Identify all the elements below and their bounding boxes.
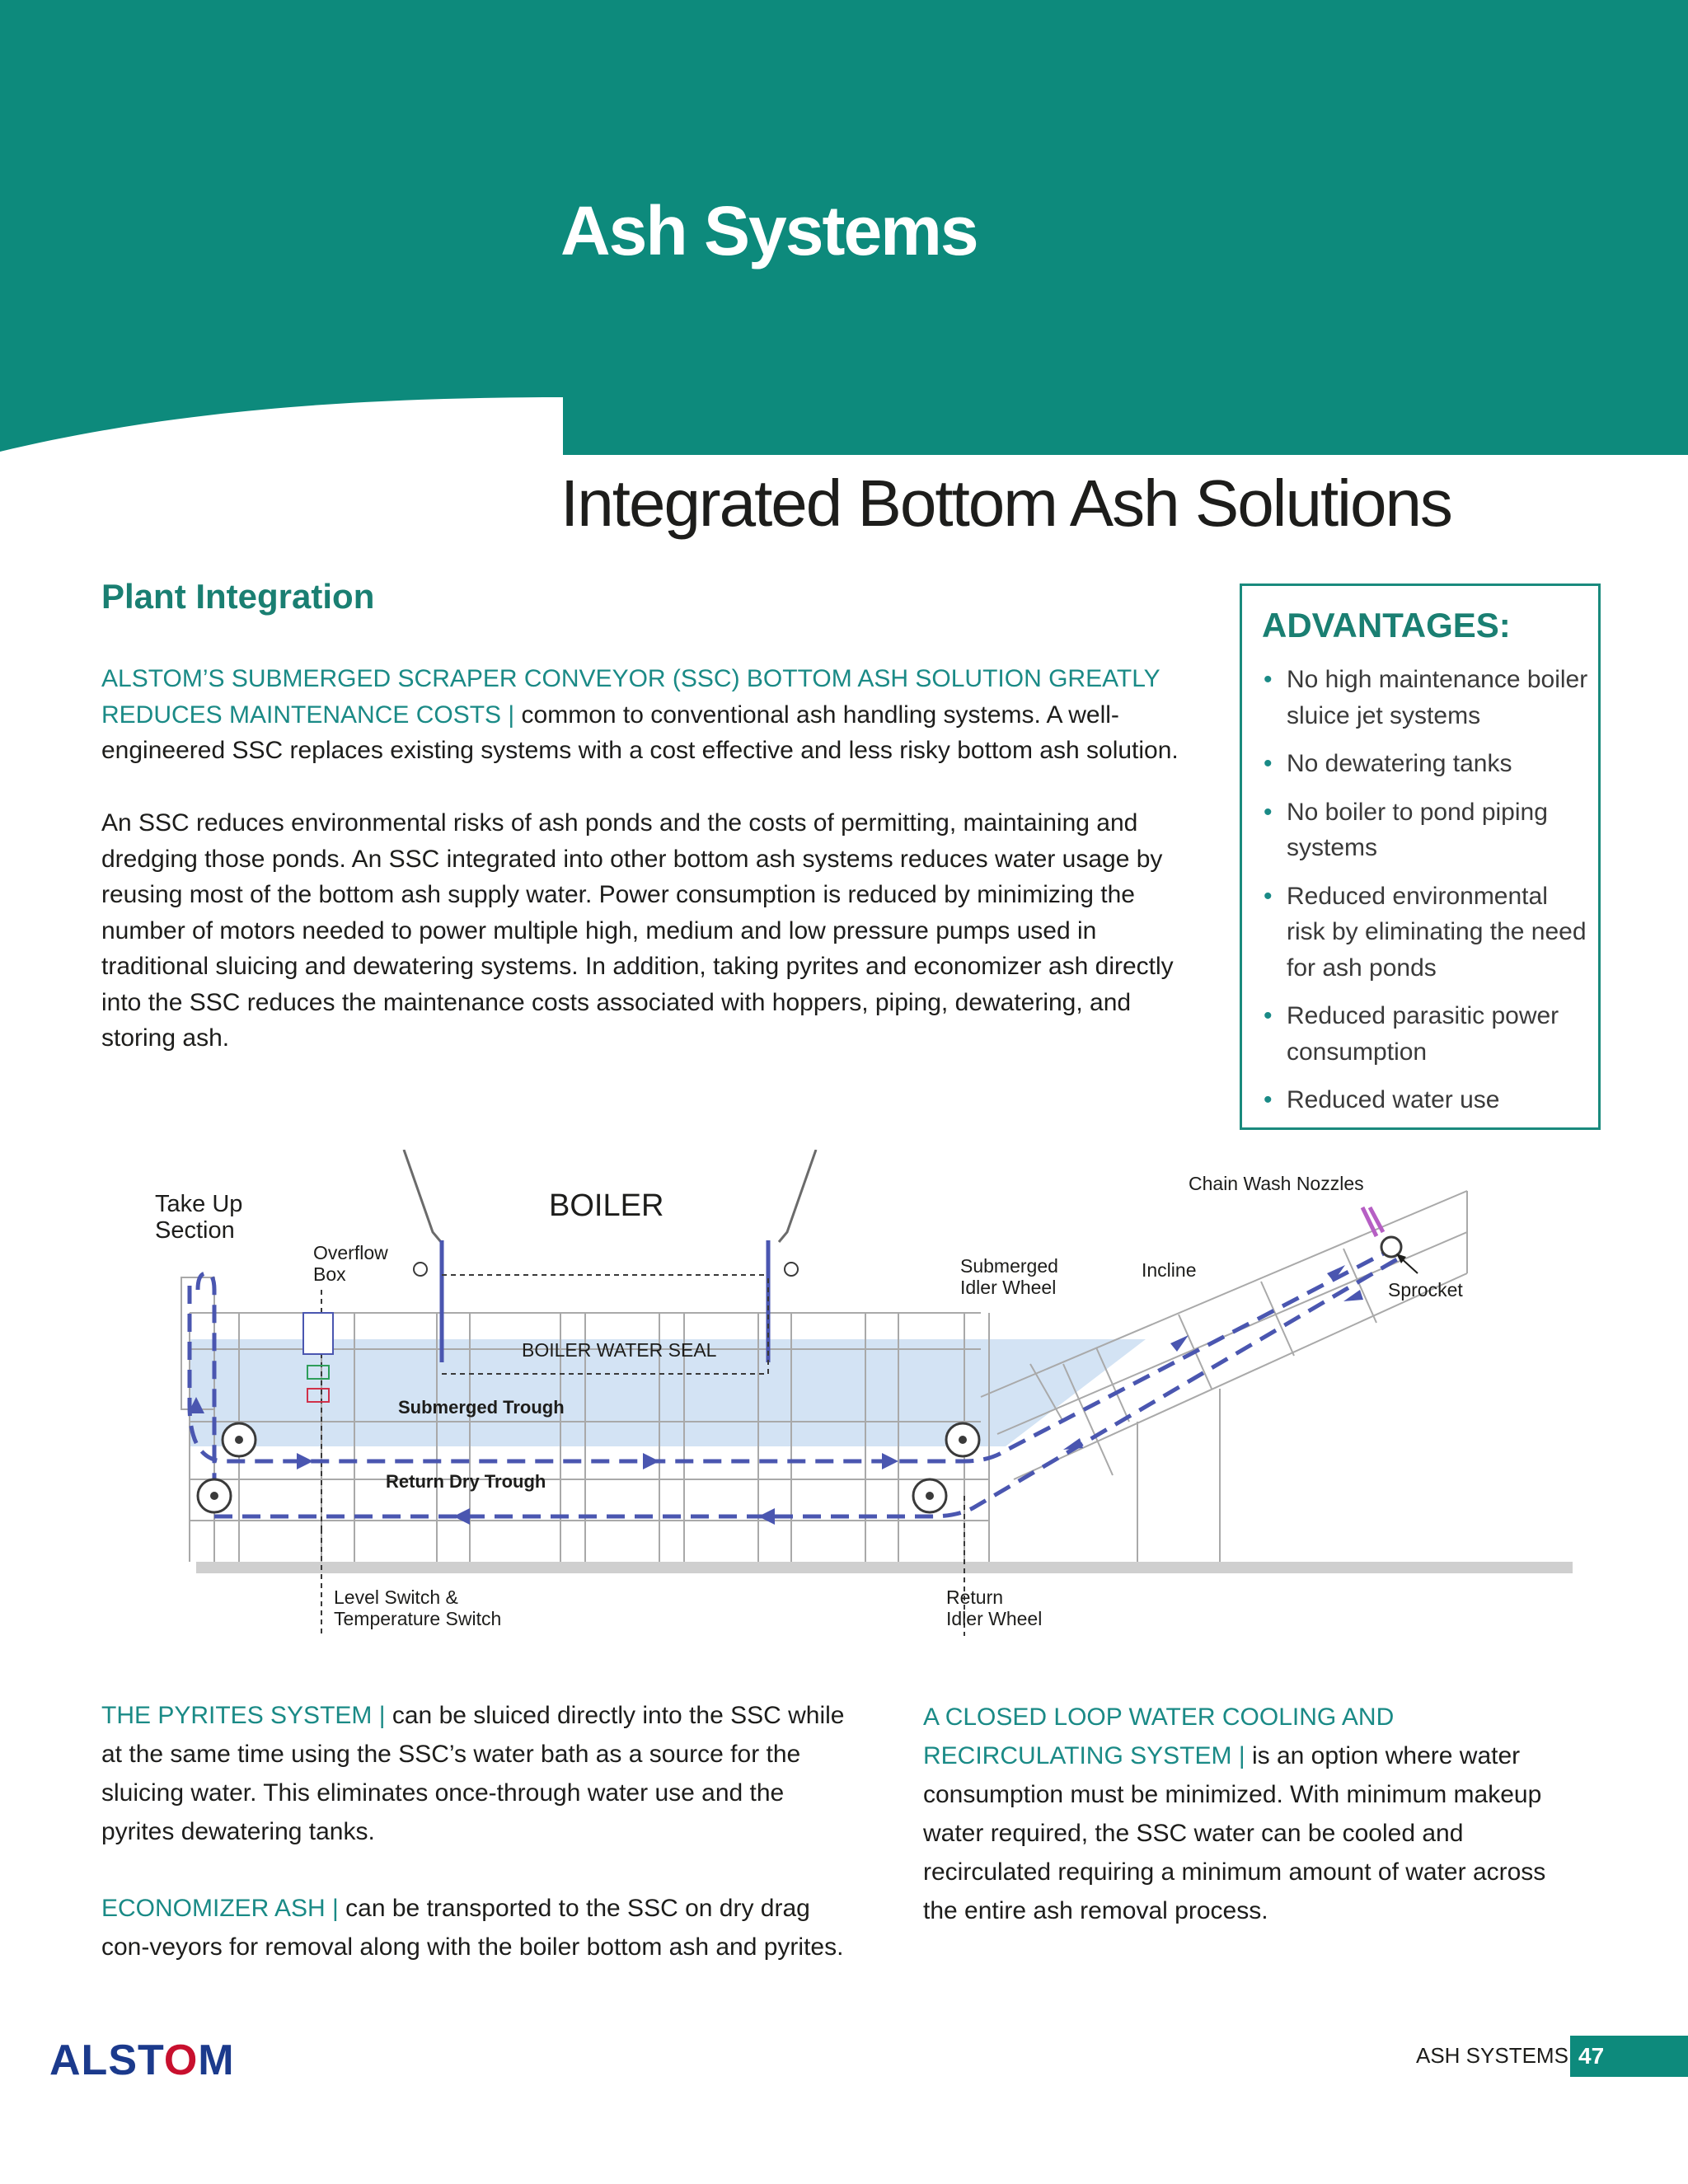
advantages-list: [1262, 662, 1592, 1131]
label-level-switch: Level Switch & Temperature Switch: [334, 1586, 502, 1629]
economizer-paragraph: [101, 1889, 860, 1966]
hub-3: [959, 1436, 967, 1444]
advantages-box: [1240, 583, 1601, 1130]
arrow-6: [453, 1508, 470, 1525]
advantages-title: ADVANTAGES:: [1262, 606, 1511, 644]
ground-line: [196, 1562, 1573, 1573]
label-boiler-water-seal: BOILER WATER SEAL: [522, 1339, 717, 1361]
arrow-1: [297, 1453, 313, 1469]
bullet-icon: •: [1264, 1002, 1273, 1029]
advantage-item: • Reduced environmental risk by eliminating the need for ash ponds: [1262, 879, 1592, 987]
label-boiler: BOILER: [549, 1188, 664, 1223]
arrow-9: [1343, 1290, 1363, 1301]
label-take-up-section: Take Up Section: [155, 1191, 243, 1244]
label-overflow-box: Overflow Box: [313, 1242, 388, 1285]
hub-1: [235, 1436, 243, 1444]
advantage-item: • No dewatering tanks: [1262, 746, 1592, 782]
bullet-icon: •: [1264, 798, 1273, 826]
pyrites-text: can be sluiced directly into the SSC while at the same time using the SSC’s water bath as a source for the sluicing water. This eliminates once-through water use and the pyrites dewatering tanks.: [101, 1702, 845, 1845]
hub-2: [210, 1492, 218, 1500]
plant-integration-heading: Plant Integration: [101, 577, 375, 616]
label-chain-wash-nozzles: Chain Wash Nozzles: [1189, 1173, 1364, 1194]
intro-lead: ALSTOM’S SUBMERGED SCRAPER CONVEYOR (SSC) BOTTOM ASH SOLUTION GREATLY REDUCES MAINTENANCE COSTS |: [101, 665, 1160, 729]
chain-wash-nozzle-icon: [1362, 1207, 1383, 1236]
label-submerged-trough: Submerged Trough: [398, 1397, 565, 1418]
ssc-diagram: [140, 1150, 1582, 1644]
bullet-icon: •: [1264, 882, 1273, 910]
label-return-idler-wheel: Return Idler Wheel: [946, 1586, 1043, 1629]
ssc-diagram-drawing: [140, 1150, 1582, 1644]
arrow-2: [643, 1453, 659, 1469]
intro-text: common to conventional ash handling systems. A well-engineered SSC replaces existing systems with a cost effective and less risky bottom ash solution.: [101, 701, 1179, 764]
arrow-8: [1063, 1438, 1083, 1450]
advantage-item: • No boiler to pond piping systems: [1262, 794, 1592, 866]
boiler-hinge-left: [414, 1263, 427, 1276]
footer-section-label: ASH SYSTEMS: [1416, 2043, 1568, 2068]
bullet-icon: •: [1264, 666, 1273, 693]
pyrites-paragraph: [101, 1696, 860, 1851]
section-title: Ash Systems: [560, 192, 978, 269]
pyrites-lead: THE PYRITES SYSTEM |: [101, 1702, 386, 1729]
page-number-box: [1570, 2036, 1688, 2077]
hub-4: [926, 1492, 934, 1500]
closed-loop-text: is an option where water consumption must be minimized. With minimum makeup water required, the SSC water can be cooled and recirculated requiring a minimum amount of water across the entire ash removal process.: [923, 1742, 1546, 1924]
sprocket-wheel: [1381, 1237, 1401, 1257]
arrow-7: [758, 1508, 775, 1525]
overflow-box: [303, 1313, 333, 1354]
intro-paragraph-1: [101, 661, 1210, 769]
intro-paragraph-2: An SSC reduces environmental risks of ash ponds and the costs of permitting, maintaining and dredging those ponds. An SSC integrated into other bottom ash systems reduces water usage by reusing most of the bottom ash supply water. Power consumption is reduced by minimizing the number of motors needed to power multiple high, medium and low pressure pumps used in traditional sluicing and dewatering systems. In addition, taking pyrites and economizer ash directly into the SSC reduces the maintenance costs associated with hoppers, piping, dewatering, and storing ash.: [101, 809, 1174, 1052]
arrow-3: [882, 1453, 898, 1469]
bullet-icon: •: [1264, 750, 1273, 777]
bullet-icon: •: [1264, 1086, 1273, 1113]
advantage-item: • Reduced parasitic power consumption: [1262, 998, 1592, 1070]
arrow-4: [1170, 1335, 1189, 1352]
alstom-logo: ALSTOM: [49, 2036, 235, 2084]
page-number: 47: [1578, 2043, 1605, 2069]
economizer-lead: ECONOMIZER ASH |: [101, 1895, 339, 1922]
closed-loop-paragraph: [923, 1698, 1582, 1930]
label-incline: Incline: [1142, 1259, 1197, 1281]
advantage-item: • No high maintenance boiler sluice jet systems: [1262, 662, 1592, 733]
economizer-text: can be transported to the SSC on dry drag con-veyors for removal along with the boiler bottom ash and pyrites.: [101, 1895, 844, 1961]
boiler-hinge-right: [785, 1263, 798, 1276]
closed-loop-lead: A CLOSED LOOP WATER COOLING AND RECIRCULATING SYSTEM |: [923, 1704, 1395, 1769]
advantage-item: • Reduced water use: [1262, 1082, 1592, 1118]
label-submerged-idler-wheel: Submerged Idler Wheel: [960, 1255, 1058, 1298]
label-return-dry-trough: Return Dry Trough: [386, 1471, 546, 1492]
label-sprocket: Sprocket: [1388, 1279, 1463, 1301]
page-subtitle: Integrated Bottom Ash Solutions: [560, 466, 1451, 540]
